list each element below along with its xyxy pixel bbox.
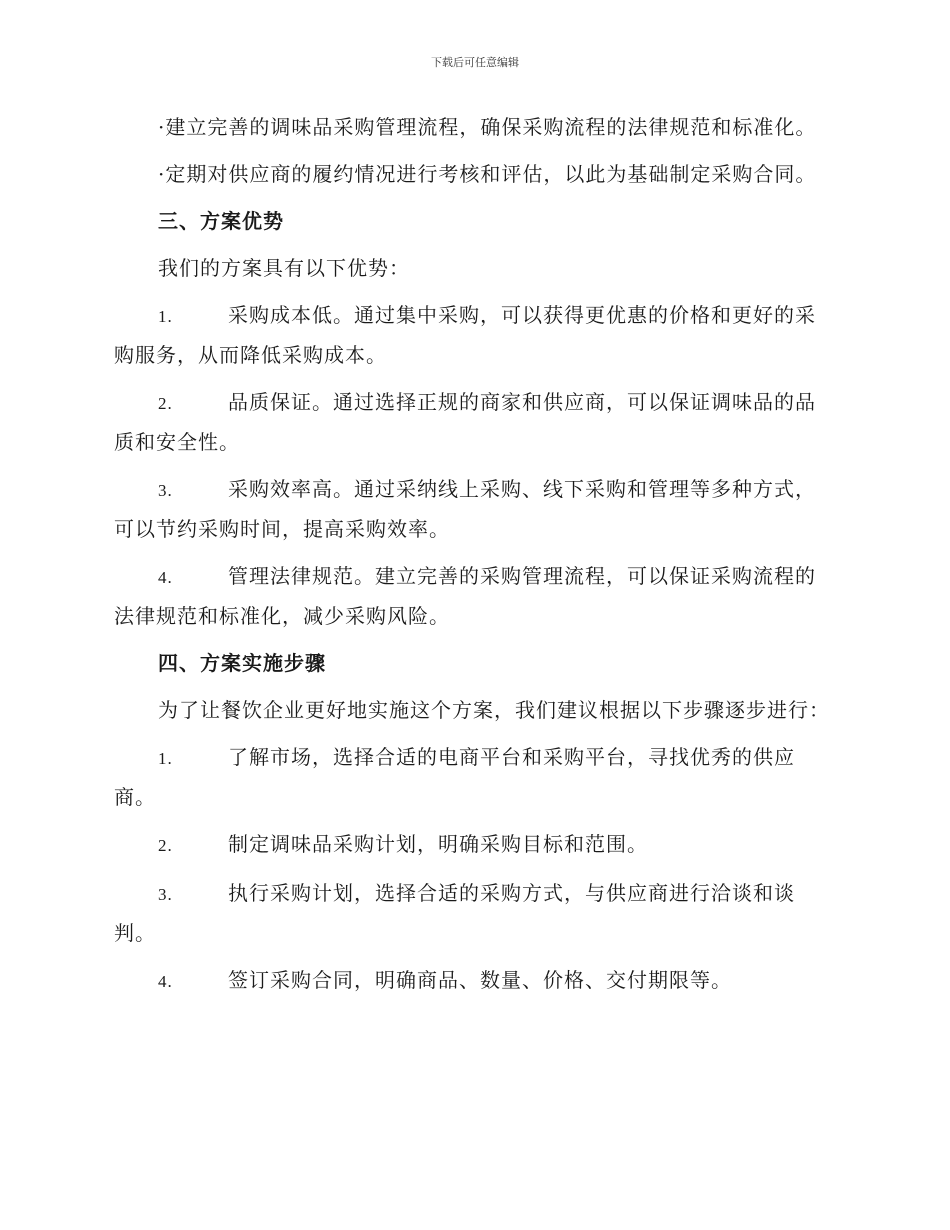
list-item-number: 4. (158, 568, 173, 587)
list-item (114, 557, 834, 635)
list-item-number: 2. (158, 394, 173, 413)
list-item (114, 874, 834, 952)
section-intro-implementation: 为了让餐饮企业更好地实施这个方案，我们建议根据以下步骤逐步进行： (158, 698, 830, 722)
list-item-number: 1. (158, 749, 173, 768)
list-item-number: 3. (158, 885, 173, 904)
list-item (114, 383, 834, 461)
document-body (114, 108, 834, 1010)
list-item-text: 执行采购计划，选择合适的采购方式，与供应商进行洽谈和谈判。 (114, 881, 795, 945)
list-item-text: 管理法律规范。建立完善的采购管理流程，可以保证采购流程的法律规范和标准化，减少采购风险。 (114, 564, 816, 628)
list-item-text: 采购成本低。通过集中采购，可以获得更优惠的价格和更好的采购服务，从而降低采购成本。 (114, 303, 816, 367)
section-heading-advantages: 三、方案优势 (158, 209, 284, 233)
list-item-text: 品质保证。通过选择正规的商家和供应商，可以保证调味品的品质和安全性。 (114, 390, 816, 454)
list-item (114, 470, 834, 548)
list-item-text: 签订采购合同，明确商品、数量、价格、交付期限等。 (228, 968, 732, 992)
list-item-number: 4. (158, 972, 173, 991)
list-item-text: 制定调味品采购计划，明确采购目标和范围。 (228, 832, 648, 856)
list-item (114, 825, 834, 865)
bullet-paragraph: ·定期对供应商的履约情况进行考核和评估，以此为基础制定采购合同。 (158, 162, 817, 186)
list-item-number: 2. (158, 836, 173, 855)
section-heading-implementation: 四、方案实施步骤 (158, 651, 326, 675)
header-note: 下载后可任意编辑 (431, 56, 519, 69)
list-item-number: 3. (158, 481, 173, 500)
list-item-text: 了解市场，选择合适的电商平台和采购平台，寻找优秀的供应商。 (114, 745, 795, 809)
list-item-number: 1. (158, 307, 173, 326)
list-item (114, 961, 834, 1001)
list-item (114, 296, 834, 374)
bullet-paragraph: ·建立完善的调味品采购管理流程，确保采购流程的法律规范和标准化。 (158, 115, 817, 139)
list-item (114, 738, 834, 816)
section-intro-advantages: 我们的方案具有以下优势： (158, 256, 410, 280)
list-item-text: 采购效率高。通过采纳线上采购、线下采购和管理等多种方式，可以节约采购时间，提高采购效率。 (114, 477, 816, 541)
